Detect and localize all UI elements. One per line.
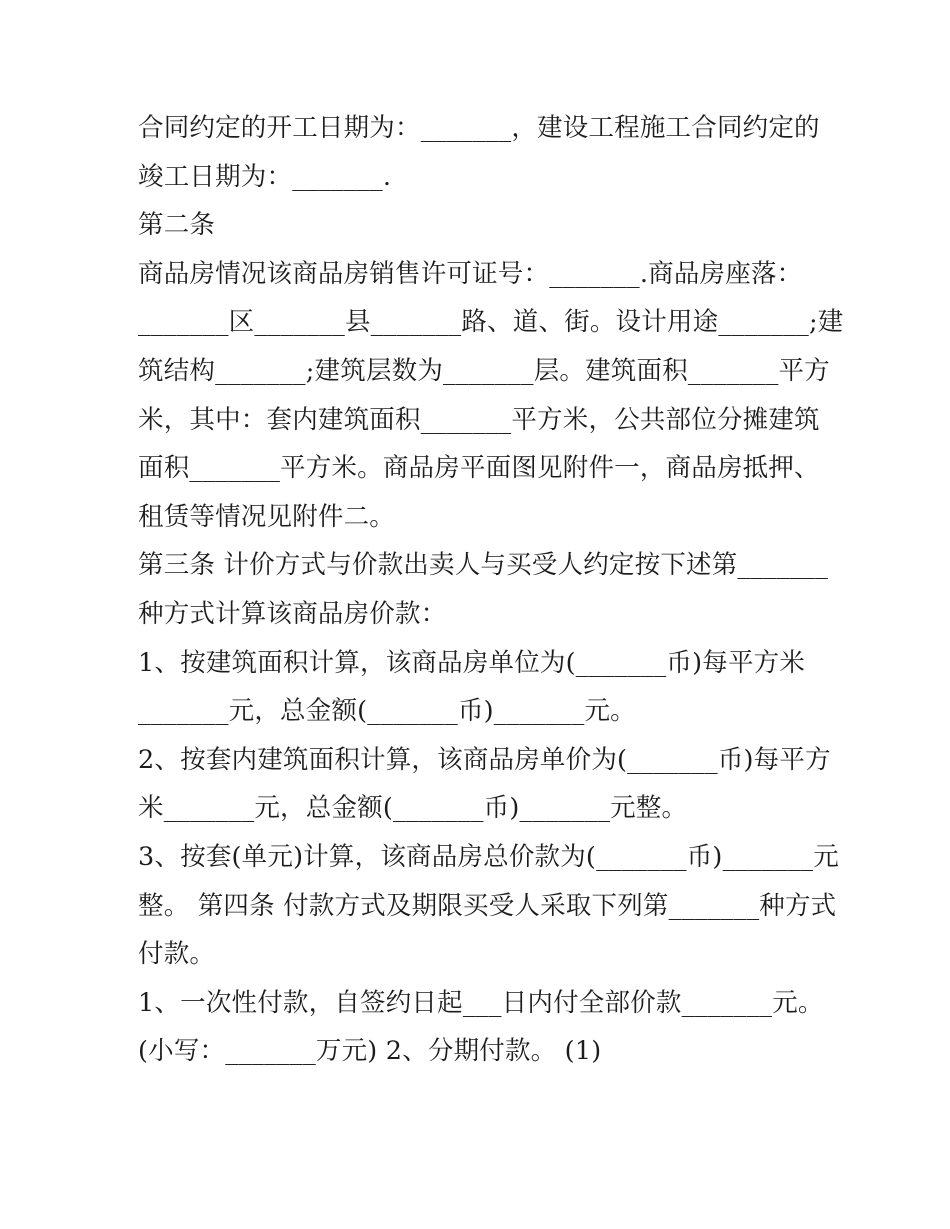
paragraph-pricing-option-2 — [138, 736, 831, 833]
paragraph-article-three-pricing — [138, 541, 829, 638]
text-line: _______区_______县_______路、道、街。设计用途_______;建 — [138, 307, 844, 338]
text-line: 整。 第四条 付款方式及期限买受人采取下列第_______种方式 — [138, 890, 837, 921]
text-line: 租赁等情况见附件二。 — [138, 501, 396, 532]
text-line: 第二条 — [138, 210, 216, 241]
text-line: _______元，总金额(_______币)_______元。 — [138, 696, 636, 727]
text-line: 合同约定的开工日期为：_______，建设工程施工合同约定的 — [138, 113, 820, 143]
paragraph-property-details — [138, 250, 844, 542]
document-body — [138, 104, 844, 1076]
text-line: 付款。 — [138, 939, 216, 970]
text-line: 米，其中：套内建筑面积_______平方米，公共部位分摊建筑 — [138, 404, 820, 435]
paragraph-pricing-option-3 — [138, 833, 839, 979]
text-line: 米_______元，总金额(_______币)_______元整。 — [138, 793, 688, 824]
paragraph-payment-option-1 — [138, 979, 824, 1076]
text-line: 1、按建筑面积计算，该商品房单位为(_______币)每平方米 — [138, 647, 806, 678]
text-line: 种方式计算该商品房价款： — [138, 598, 447, 629]
text-line: 2、按套内建筑面积计算，该商品房单价为(_______币)每平方 — [138, 744, 831, 775]
text-line: 3、按套(单元)计算，该商品房总价款为(_______币)_______元 — [138, 841, 839, 872]
text-line: 竣工日期为：_______. — [138, 161, 392, 192]
text-line: (小写：_______万元) 2、分期付款。 (1) — [138, 1036, 602, 1067]
heading-article-two — [138, 201, 810, 250]
paragraph-commencement-date — [138, 104, 820, 201]
text-line: 1、一次性付款，自签约日起___日内付全部价款_______元。 — [138, 987, 824, 1018]
text-line: 面积_______平方米。商品房平面图见附件一，商品房抵押、 — [138, 453, 820, 484]
text-line: 商品房情况该商品房销售许可证号：_______.商品房座落： — [138, 258, 803, 289]
text-line: 第三条 计价方式与价款出卖人与买受人约定按下述第_______ — [138, 550, 829, 581]
paragraph-pricing-option-1 — [138, 639, 810, 736]
text-line: 筑结构_______;建筑层数为_______层。建筑面积_______平方 — [138, 355, 830, 386]
